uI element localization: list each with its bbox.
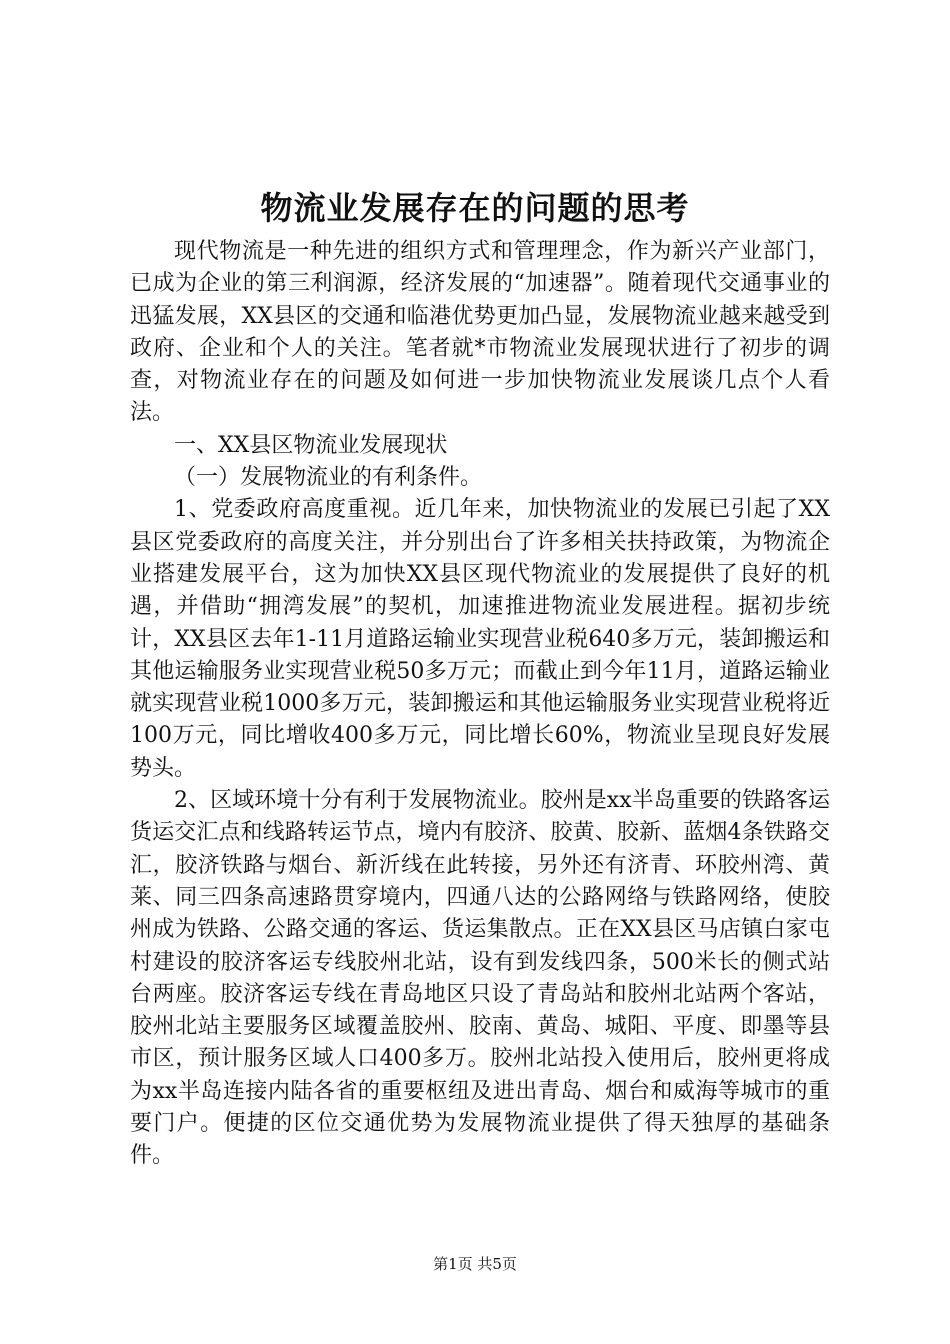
section-heading: 一、XX县区物流业发展现状	[174, 432, 448, 458]
paragraph-point-1: 1、党委政府高度重视。近几年来，加快物流业的发展已引起了XX县区党委政府的高度关注，并分别出台了许多相关扶持政策，为物流企业搭建发展平台，这为加快XX县区现代物流业的发展提供了良好的机遇，并借助“拥湾发展”的契机，加速推进物流业发展进程。据初步统计，XX县区去年1-11月道路运输业实现营业税640多万元，装卸搬运和其他运输服务业实现营业税50多万元；而截止到今年11月，道路运输业就实现营业税1000多万元，装卸搬运和其他运输服务业实现营业税将近100万元，同比增收400多万元，同比增长60%，物流业呈现良好发展势头。	[130, 497, 830, 781]
document-title: 物流业发展存在的问题的思考	[260, 189, 690, 227]
page-footer: 第1页 共5页	[433, 1255, 517, 1273]
paragraph-intro: 现代物流是一种先进的组织方式和管理理念，作为新兴产业部门，已成为企业的第三利润源，经济发展的“加速器”。随着现代交通事业的迅猛发展，XX县区的交通和临港优势更加凸显，发展物流业越来越受到政府、企业和个人的关注。笔者就*市物流业发展现状进行了初步的调查，对物流业存在的问题及如何进一步加快物流业发展谈几点个人看法。	[130, 239, 830, 426]
paragraph-point-2: 2、区域环境十分有利于发展物流业。胶州是xx半岛重要的铁路客运货运交汇点和线路转运节点，境内有胶济、胶黄、胶新、蓝烟4条铁路交汇，胶济铁路与烟台、新沂线在此转接，另外还有济青、环胶州湾、黄莱、同三四条高速路贯穿境内，四通八达的公路网络与铁路网络，使胶州成为铁路、公路交通的客运、货运集散点。正在XX县区马店镇白家屯村建设的胶济客运专线胶州北站，设有到发线四条，500米长的侧式站台两座。胶济客运专线在青岛地区只设了青岛站和胶州北站两个客站，胶州北站主要服务区域覆盖胶州、胶南、黄岛、城阳、平度、即墨等县市区，预计服务区域人口400多万。胶州北站投入使用后，胶州更将成为xx半岛连接内陆各省的重要枢纽及进出青岛、烟台和威海等城市的重要门户。便捷的区位交通优势为发展物流业提供了得天独厚的基础条件。	[130, 788, 830, 1169]
subsection-heading: （一）发展物流业的有利条件。	[174, 465, 483, 491]
document-body	[130, 236, 830, 1173]
